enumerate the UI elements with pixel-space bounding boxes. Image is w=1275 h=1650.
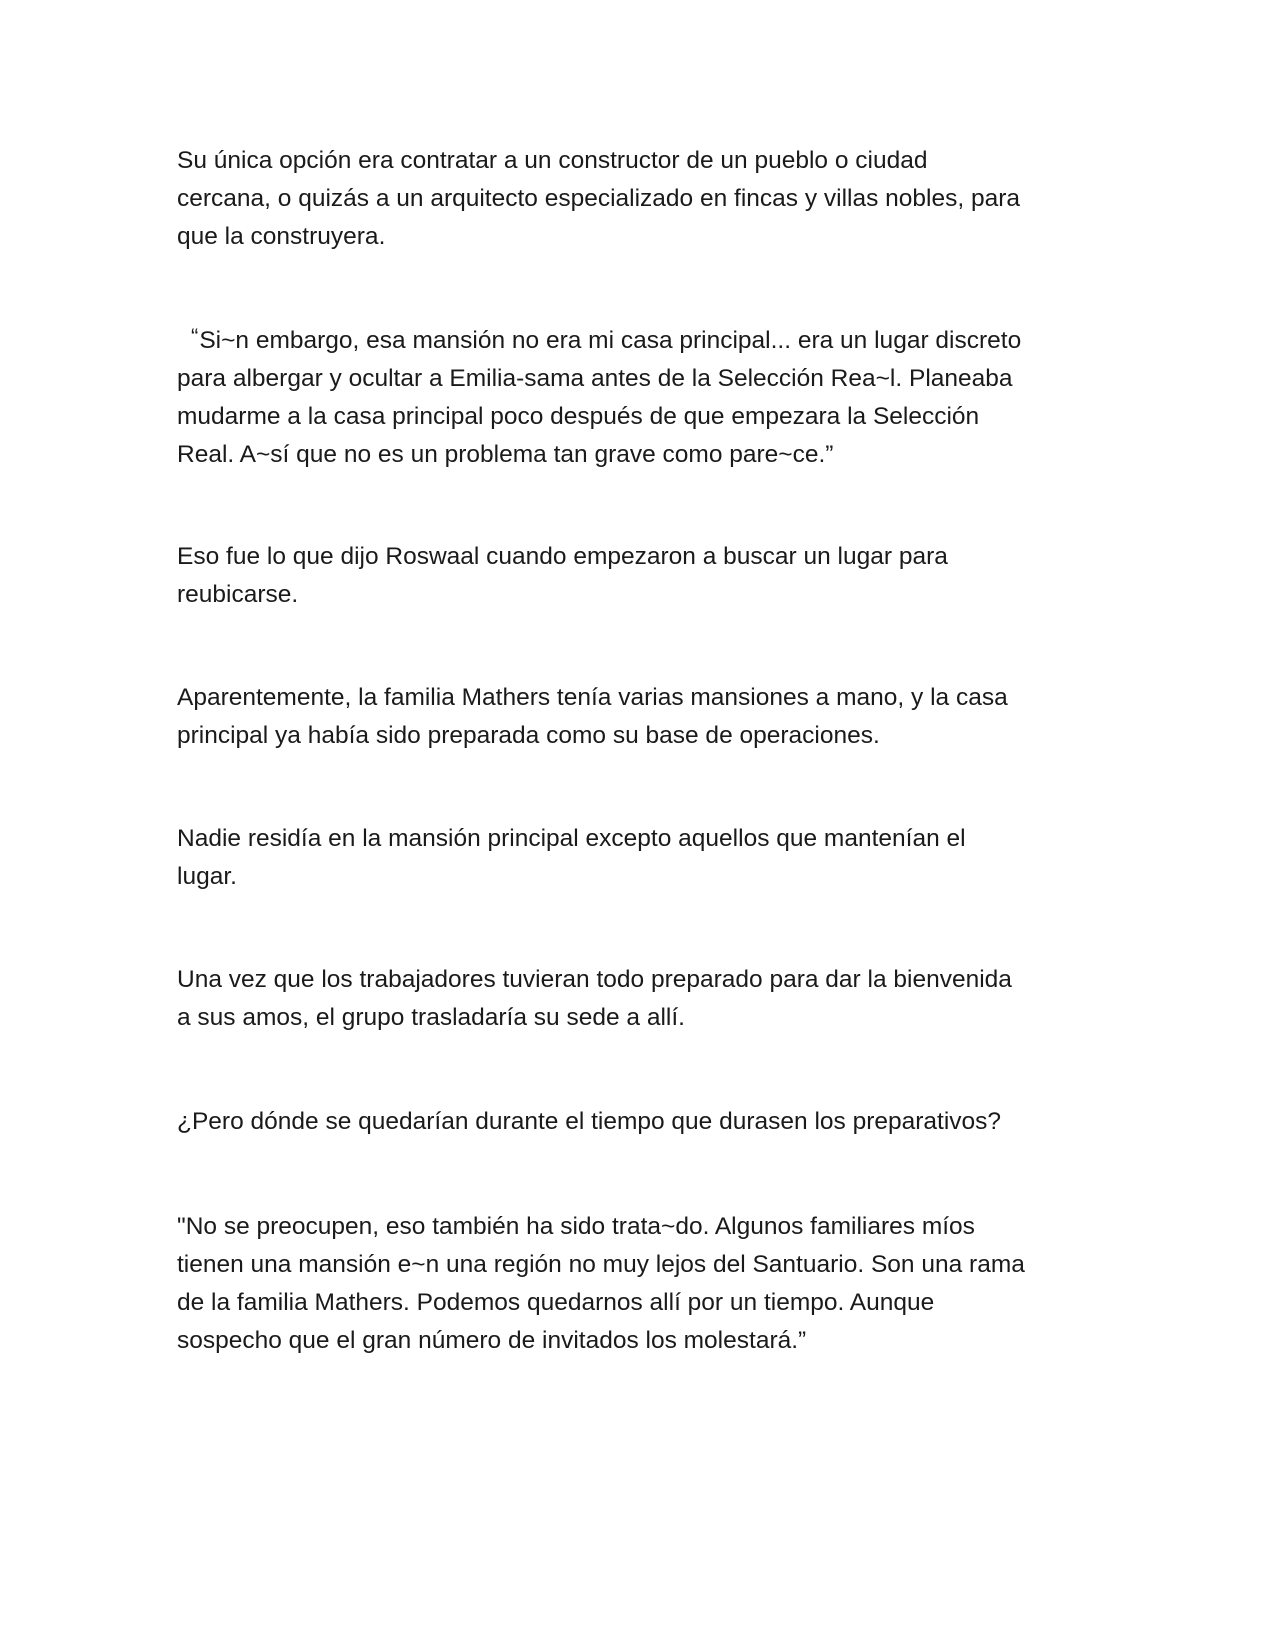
paragraph-2-line-4: Real. A~sí que no es un problema tan grave como pare~ce.” (177, 441, 834, 468)
paragraph-8-line-3: de la familia Mathers. Podemos quedarnos allí por un tiempo. Aunque (177, 1289, 935, 1316)
paragraph-6 (177, 961, 1117, 1037)
paragraph-3 (177, 538, 1117, 614)
paragraph-4-line-2: principal ya había sido preparada como su base de operaciones. (177, 722, 880, 749)
paragraph-8-line-4: sospecho que el gran número de invitados los molestará.” (177, 1327, 807, 1354)
paragraph-3-line-1: Eso fue lo que dijo Roswaal cuando empezaron a buscar un lugar para (177, 543, 948, 570)
paragraph-5-line-1: Nadie residía en la mansión principal excepto aquellos que mantenían el (177, 825, 966, 852)
paragraph-6-line-1: Una vez que los trabajadores tuvieran todo preparado para dar la bienvenida (177, 966, 1012, 993)
paragraph-2 (177, 322, 1117, 474)
paragraph-3-line-2: reubicarse. (177, 581, 299, 608)
paragraph-4-line-1: Aparentemente, la familia Mathers tenía varias mansiones a mano, y la casa (177, 684, 1008, 711)
paragraph-6-line-2: a sus amos, el grupo trasladaría su sede a allí. (177, 1004, 685, 1031)
paragraph-7-line-1: ¿Pero dónde se quedarían durante el tiempo que durasen los preparativos? (177, 1108, 1002, 1135)
paragraph-8-line-2: tienen una mansión e~n una región no muy lejos del Santuario. Son una rama (177, 1251, 1025, 1278)
paragraph-2-line-1-text: Si~n embargo, esa mansión no era mi casa principal... era un lugar discreto (199, 327, 1022, 354)
paragraph-1-line-3: que la construyera. (177, 223, 386, 250)
paragraph-1-line-2: cercana, o quizás a un arquitecto especializado en fincas y villas nobles, para (177, 185, 1021, 212)
paragraph-1 (177, 142, 1117, 256)
paragraph-8 (177, 1208, 1117, 1360)
paragraph-2-line-3: mudarme a la casa principal poco después de que empezara la Selección (177, 403, 980, 430)
paragraph-4 (177, 679, 1117, 755)
paragraph-1-line-1: Su única opción era contratar a un constructor de un pueblo o ciudad (177, 147, 928, 174)
paragraph-2-line-2: para albergar y ocultar a Emilia-sama antes de la Selección Rea~l. Planeaba (177, 365, 1013, 392)
paragraph-5 (177, 820, 1117, 896)
paragraph-2-line-1 (177, 322, 1117, 360)
opening-quote-mark: “ (191, 324, 199, 349)
paragraph-7 (177, 1103, 1117, 1141)
paragraph-8-line-1: "No se preocupen, eso también ha sido trata~do. Algunos familiares míos (177, 1213, 975, 1240)
paragraph-5-line-2: lugar. (177, 863, 237, 890)
